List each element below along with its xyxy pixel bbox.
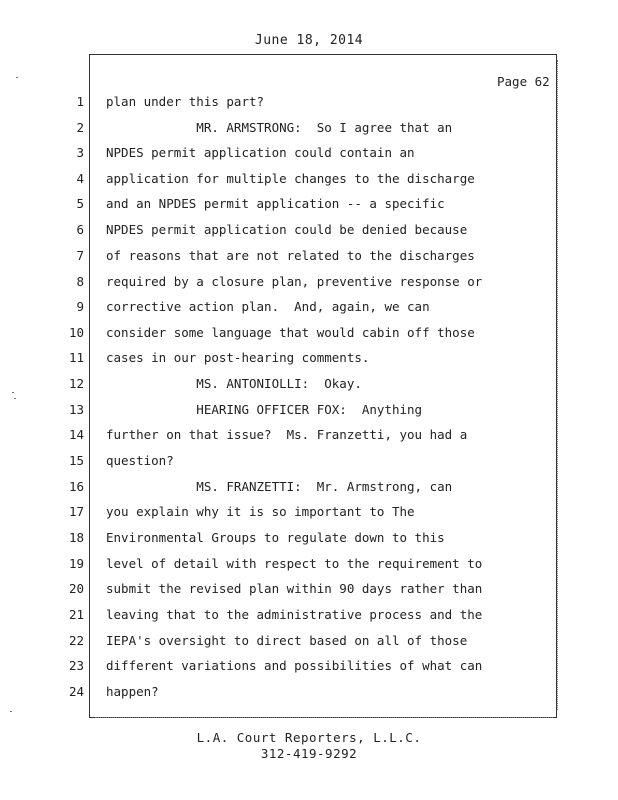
transcript-line: MR. ARMSTRONG: So I agree that an xyxy=(106,120,453,135)
line-number: 13 xyxy=(68,402,84,417)
transcript-line: HEARING OFFICER FOX: Anything xyxy=(106,402,423,417)
transcript-line: MS. FRANZETTI: Mr. Armstrong, can xyxy=(106,479,453,494)
scan-speck xyxy=(16,77,18,78)
transcript-line: IEPA's oversight to direct based on all of those xyxy=(106,633,468,648)
transcript-line: required by a closure plan, preventive response or xyxy=(106,274,483,289)
page-number: Page 62 xyxy=(497,74,550,89)
transcript-line: and an NPDES permit application -- a specific xyxy=(106,196,445,211)
transcript-line: submit the revised plan within 90 days rather than xyxy=(106,581,483,596)
line-number: 8 xyxy=(76,274,84,289)
transcript-line: cases in our post-hearing comments. xyxy=(106,350,370,365)
line-number: 21 xyxy=(68,607,84,622)
line-number: 12 xyxy=(68,376,84,391)
transcript-line: leaving that to the administrative process and the xyxy=(106,607,483,622)
line-number: 17 xyxy=(68,504,84,519)
transcript-line: consider some language that would cabin off those xyxy=(106,325,475,340)
line-number: 6 xyxy=(76,222,84,237)
line-number: 10 xyxy=(68,325,84,340)
transcript-line: Environmental Groups to regulate down to this xyxy=(106,530,445,545)
transcript-line: question? xyxy=(106,453,174,468)
line-number: 9 xyxy=(76,299,84,314)
line-number: 7 xyxy=(76,248,84,263)
footer-phone: 312-419-9292 xyxy=(260,746,358,761)
header-date: June 18, 2014 xyxy=(254,33,364,48)
scan-speck xyxy=(10,711,12,712)
line-number: 24 xyxy=(68,684,84,699)
line-number: 5 xyxy=(76,196,84,211)
transcript-line: further on that issue? Ms. Franzetti, you had a xyxy=(106,427,468,442)
scan-speck xyxy=(12,392,14,393)
transcript-line: happen? xyxy=(106,684,159,699)
transcript-line: you explain why it is so important to The xyxy=(106,504,415,519)
transcript-line: application for multiple changes to the discharge xyxy=(106,171,475,186)
transcript-line: different variations and possibilities of what can xyxy=(106,658,483,673)
line-number: 4 xyxy=(76,171,84,186)
transcript-line: of reasons that are not related to the discharges xyxy=(106,248,475,263)
transcript-line: NPDES permit application could be denied because xyxy=(106,222,468,237)
line-number: 14 xyxy=(68,427,84,442)
line-number: 15 xyxy=(68,453,84,468)
transcript-line: corrective action plan. And, again, we can xyxy=(106,299,430,314)
transcript-line: level of detail with respect to the requirement to xyxy=(106,556,483,571)
line-number: 22 xyxy=(68,633,84,648)
line-number: 3 xyxy=(76,145,84,160)
transcript-line: MS. ANTONIOLLI: Okay. xyxy=(106,376,362,391)
line-number: 19 xyxy=(68,556,84,571)
line-number: 1 xyxy=(76,94,84,109)
footer-divider xyxy=(95,717,553,718)
line-number: 11 xyxy=(68,350,84,365)
transcript-line: plan under this part? xyxy=(106,94,265,109)
line-number: 16 xyxy=(68,479,84,494)
frame-edge-dots xyxy=(557,60,558,710)
scan-speck xyxy=(14,398,16,399)
transcript-line: NPDES permit application could contain an xyxy=(106,145,415,160)
line-number: 2 xyxy=(76,120,84,135)
line-number: 20 xyxy=(68,581,84,596)
footer-company: L.A. Court Reporters, L.L.C. xyxy=(196,730,422,745)
line-number: 23 xyxy=(68,658,84,673)
line-number: 18 xyxy=(68,530,84,545)
